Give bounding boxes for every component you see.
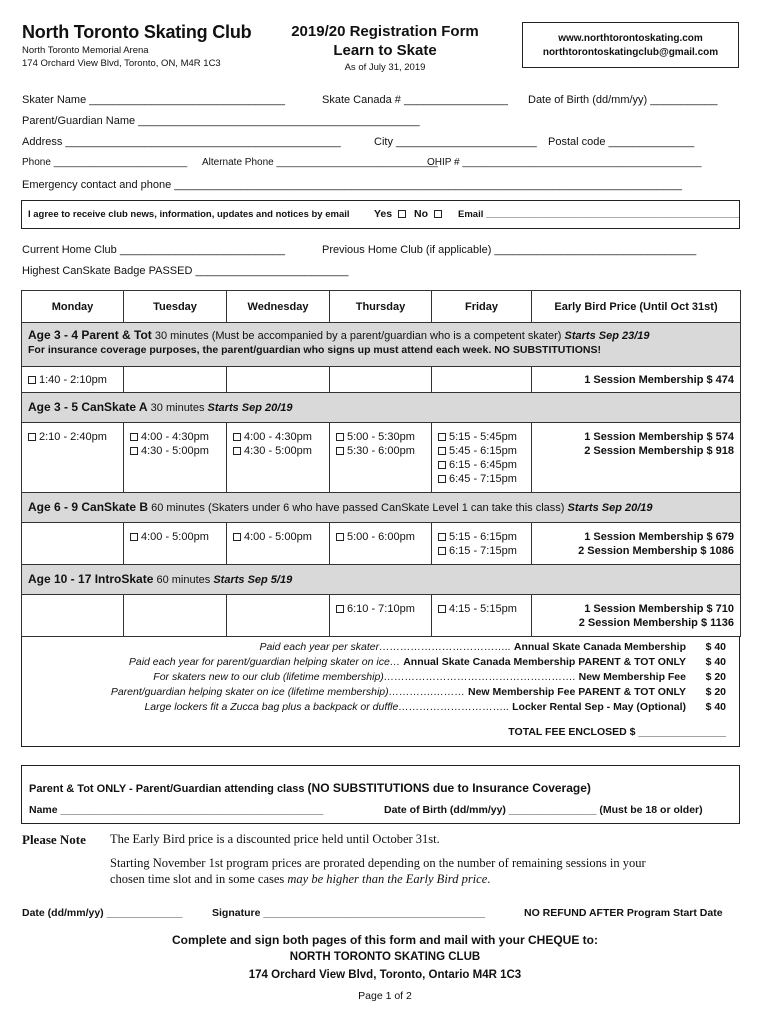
fee-desc: Large lockers fit a Zucca bag plus a backpack or duffle………………………….. (144, 701, 510, 713)
price-1-session: 1 Session Membership $ 574 (584, 431, 734, 443)
slot-time: 6:15 - 7:15pm (449, 545, 517, 557)
city-field[interactable]: City _______________________ (374, 136, 537, 148)
slot-checkbox[interactable] (130, 533, 138, 541)
price-1-session: 1 Session Membership $ 679 (584, 531, 734, 543)
slot-time: 5:30 - 6:00pm (347, 445, 415, 457)
fee-amount: $ 40 (705, 701, 726, 713)
email-consent-box (21, 200, 740, 229)
price-2-session: 2 Session Membership $ 1136 (578, 617, 734, 629)
col-monday: Monday (22, 291, 124, 323)
parent-tot-box (21, 765, 740, 824)
current-club-field[interactable]: Current Home Club ___________________________ (22, 244, 285, 256)
parent-tot-title-line (29, 781, 591, 795)
table-row (22, 595, 741, 637)
fee-amount: $ 20 (705, 671, 726, 683)
consent-no-checkbox[interactable] (434, 210, 442, 218)
please-note-p2a: Starting November 1st program prices are prorated depending on the number of remaining sessions in your (110, 856, 646, 870)
section-desc: 30 minutes (Must be accompanied by a parent/guardian who is a competent skater) (154, 330, 562, 342)
emergency-contact-field[interactable]: Emergency contact and phone ___________________________________________________________________________________ (22, 179, 683, 191)
fee-desc: Paid each year per skater……………………………….. (259, 641, 511, 653)
slot-time: 4:00 - 5:00pm (141, 531, 209, 543)
section-title: Age 6 - 9 CanSkate B (28, 500, 149, 514)
parent-name-field[interactable]: Parent/Guardian Name ______________________________________________ (22, 115, 420, 127)
fee-amount: $ 20 (705, 686, 726, 698)
slot-checkbox[interactable] (130, 433, 138, 441)
section-title: Age 3 - 4 Parent & Tot (28, 328, 152, 342)
email-link[interactable]: northtorontoskatingclub@gmail.com (542, 47, 719, 58)
phone-field[interactable]: Phone ________________________ (22, 157, 188, 168)
col-tuesday: Tuesday (124, 291, 227, 323)
slot-time: 5:00 - 6:00pm (347, 531, 415, 543)
signature-date-field[interactable]: Date (dd/mm/yy) _____________ (22, 907, 183, 919)
slot-checkbox[interactable] (233, 433, 241, 441)
price-1-session: 1 Session Membership $ 474 (532, 367, 741, 393)
consent-text: I agree to receive club news, information, updates and notices by email (28, 209, 350, 220)
slot-time: 6:45 - 7:15pm (449, 473, 517, 485)
alt-phone-field[interactable]: Alternate Phone _____________________________ (202, 157, 438, 168)
footer-address: 174 Orchard View Blvd, Toronto, Ontario M4R 1C3 (248, 969, 522, 981)
slot-checkbox[interactable] (438, 433, 446, 441)
fee-amount: $ 40 (705, 641, 726, 653)
section-parent-tot (22, 323, 741, 367)
slot-time: 4:00 - 5:00pm (244, 531, 312, 543)
slot-checkbox[interactable] (438, 533, 446, 541)
slot-checkbox[interactable] (28, 376, 36, 384)
slot-checkbox[interactable] (438, 547, 446, 555)
slot-checkbox[interactable] (438, 461, 446, 469)
slot-time: 6:10 - 7:10pm (347, 603, 415, 615)
slot-checkbox[interactable] (130, 447, 138, 455)
consent-no[interactable] (414, 208, 445, 220)
slot-checkbox[interactable] (438, 605, 446, 613)
section-desc: 60 minutes (156, 574, 211, 586)
slot-checkbox[interactable] (233, 533, 241, 541)
slot-checkbox[interactable] (28, 433, 36, 441)
fee-name: Locker Rental Sep - May (Optional) (512, 701, 686, 713)
table-row (22, 423, 741, 493)
slot-time: 5:45 - 6:15pm (449, 445, 517, 457)
col-early-bird: Early Bird Price (Until Oct 31st) (532, 291, 741, 323)
please-note-p2-line2 (110, 872, 490, 887)
footer-club-name: NORTH TORONTO SKATING CLUB (289, 951, 481, 963)
schedule-header-row (22, 291, 741, 323)
slot-time: 5:15 - 5:45pm (449, 431, 517, 443)
section-title: Age 10 - 17 IntroSkate (28, 572, 154, 586)
fee-desc: Parent/guardian helping skater on ice (lifetime membership)………….……… (110, 686, 466, 698)
skater-name-field[interactable]: Skater Name ________________________________ (22, 94, 286, 106)
form-subtitle: Learn to Skate (333, 42, 437, 59)
fee-desc: For skaters new to our club (lifetime membership)………………………………………………. (153, 671, 576, 683)
form-title: 2019/20 Registration Form (291, 23, 479, 40)
parent-tot-name-field[interactable]: Name _____________________________________________ (29, 804, 324, 816)
section-canskate-b (22, 493, 741, 523)
no-refund-notice: NO REFUND AFTER Program Start Date (524, 907, 723, 919)
section-desc: 60 minutes (Skaters under 6 who have passed CanSkate Level 1 can take this class) (151, 502, 565, 514)
fee-name: New Membership Fee PARENT & TOT ONLY (467, 686, 686, 698)
page-number: Page 1 of 2 (358, 990, 412, 1002)
table-row (22, 523, 741, 565)
parent-tot-title: Parent & Tot ONLY - Parent/Guardian attending class (29, 783, 305, 795)
skate-canada-field[interactable]: Skate Canada # _________________ (322, 94, 508, 106)
section-start: Starts Sep 23/19 (564, 330, 650, 342)
fee-amount: $ 40 (705, 656, 726, 668)
please-note-p1: The Early Bird price is a discounted price held until October 31st. (110, 832, 440, 846)
slot-checkbox[interactable] (336, 533, 344, 541)
parent-tot-dob-field[interactable]: Date of Birth (dd/mm/yy) _______________ (Must be 18 or older) (384, 804, 703, 816)
postal-code-field[interactable]: Postal code ______________ (548, 136, 695, 148)
consent-no-label: No (414, 208, 428, 220)
parent-tot-subtitle: (NO SUBSTITUTIONS due to Insurance Coverage) (307, 781, 591, 795)
footer-instruction: Complete and sign both pages of this form and mail with your CHEQUE to: (171, 933, 599, 947)
section-start: Starts Sep 20/19 (567, 502, 653, 514)
slot-checkbox[interactable] (336, 433, 344, 441)
signature-field[interactable]: Signature ______________________________________ (212, 907, 486, 919)
ohip-field[interactable]: OHIP # ___________________________________________ (427, 157, 702, 168)
fee-name: Annual Skate Canada Membership PARENT & TOT ONLY (403, 656, 686, 668)
slot-time: 4:00 - 4:30pm (141, 431, 209, 443)
col-thursday: Thursday (330, 291, 432, 323)
table-row (22, 367, 741, 393)
slot-time: 5:15 - 6:15pm (449, 531, 517, 543)
dob-field[interactable]: Date of Birth (dd/mm/yy) ___________ (528, 94, 718, 106)
club-address: 174 Orchard View Blvd, Toronto, ON, M4R 1C3 (22, 58, 221, 69)
highest-badge-field[interactable]: Highest CanSkate Badge PASSED _________________________ (22, 265, 349, 277)
slot-time: 4:00 - 4:30pm (244, 431, 312, 443)
consent-yes[interactable] (374, 208, 409, 220)
contact-box (522, 22, 739, 68)
section-introskate (22, 565, 741, 595)
fee-name: New Membership Fee (578, 671, 686, 683)
website-link[interactable]: www.northtorontoskating.com (558, 33, 703, 44)
col-friday: Friday (432, 291, 532, 323)
previous-club-field[interactable]: Previous Home Club (if applicable) _________________________________ (322, 244, 697, 256)
schedule-table (21, 290, 741, 637)
please-note-p2d: . (487, 872, 491, 886)
address-field[interactable]: Address _____________________________________________ (22, 136, 341, 148)
form-title-block (270, 22, 500, 73)
please-note-p2c: may be higher than the Early Bird price (287, 872, 488, 886)
please-note-p2b: chosen time slot and in some cases (110, 872, 285, 886)
arena-name: North Toronto Memorial Arena (22, 45, 149, 56)
section-title: Age 3 - 5 CanSkate A (28, 400, 148, 414)
fee-desc: Paid each year for parent/guardian helping skater on ice… (128, 656, 401, 668)
consent-yes-checkbox[interactable] (398, 210, 406, 218)
fee-name: Annual Skate Canada Membership (513, 641, 686, 653)
section-desc: 30 minutes (150, 402, 205, 414)
slot-checkbox[interactable] (233, 447, 241, 455)
section-canskate-a (22, 393, 741, 423)
slot-time: 4:30 - 5:00pm (141, 445, 209, 457)
total-fee-field[interactable]: TOTAL FEE ENCLOSED $ _______________ (508, 726, 726, 738)
slot-time: 2:10 - 2:40pm (39, 431, 107, 443)
slot-checkbox[interactable] (438, 475, 446, 483)
col-wednesday: Wednesday (227, 291, 330, 323)
slot-time: 4:15 - 5:15pm (449, 603, 517, 615)
slot-checkbox[interactable] (336, 447, 344, 455)
consent-yes-label: Yes (374, 208, 393, 220)
consent-email-field[interactable]: Email ________________________________________________ (458, 209, 740, 220)
as-of-date: As of July 31, 2019 (344, 62, 426, 73)
club-name: North Toronto Skating Club (22, 22, 252, 42)
slot-time: 5:00 - 5:30pm (347, 431, 415, 443)
section-note: For insurance coverage purposes, the parent/guardian who signs up must attend each week. NO SUBSTITUTIONS! (28, 344, 601, 356)
price-1-session: 1 Session Membership $ 710 (584, 603, 734, 615)
slot-time: 6:15 - 6:45pm (449, 459, 517, 471)
section-start: Starts Sep 20/19 (207, 402, 293, 414)
price-2-session: 2 Session Membership $ 918 (584, 445, 734, 457)
price-2-session: 2 Session Membership $ 1086 (578, 545, 734, 557)
slot-time: 1:40 - 2:10pm (39, 373, 107, 386)
slot-checkbox[interactable] (438, 447, 446, 455)
section-start: Starts Sep 5/19 (213, 574, 293, 586)
slot-checkbox[interactable] (336, 605, 344, 613)
slot-time: 4:30 - 5:00pm (244, 445, 312, 457)
please-note-label: Please Note (22, 832, 86, 847)
